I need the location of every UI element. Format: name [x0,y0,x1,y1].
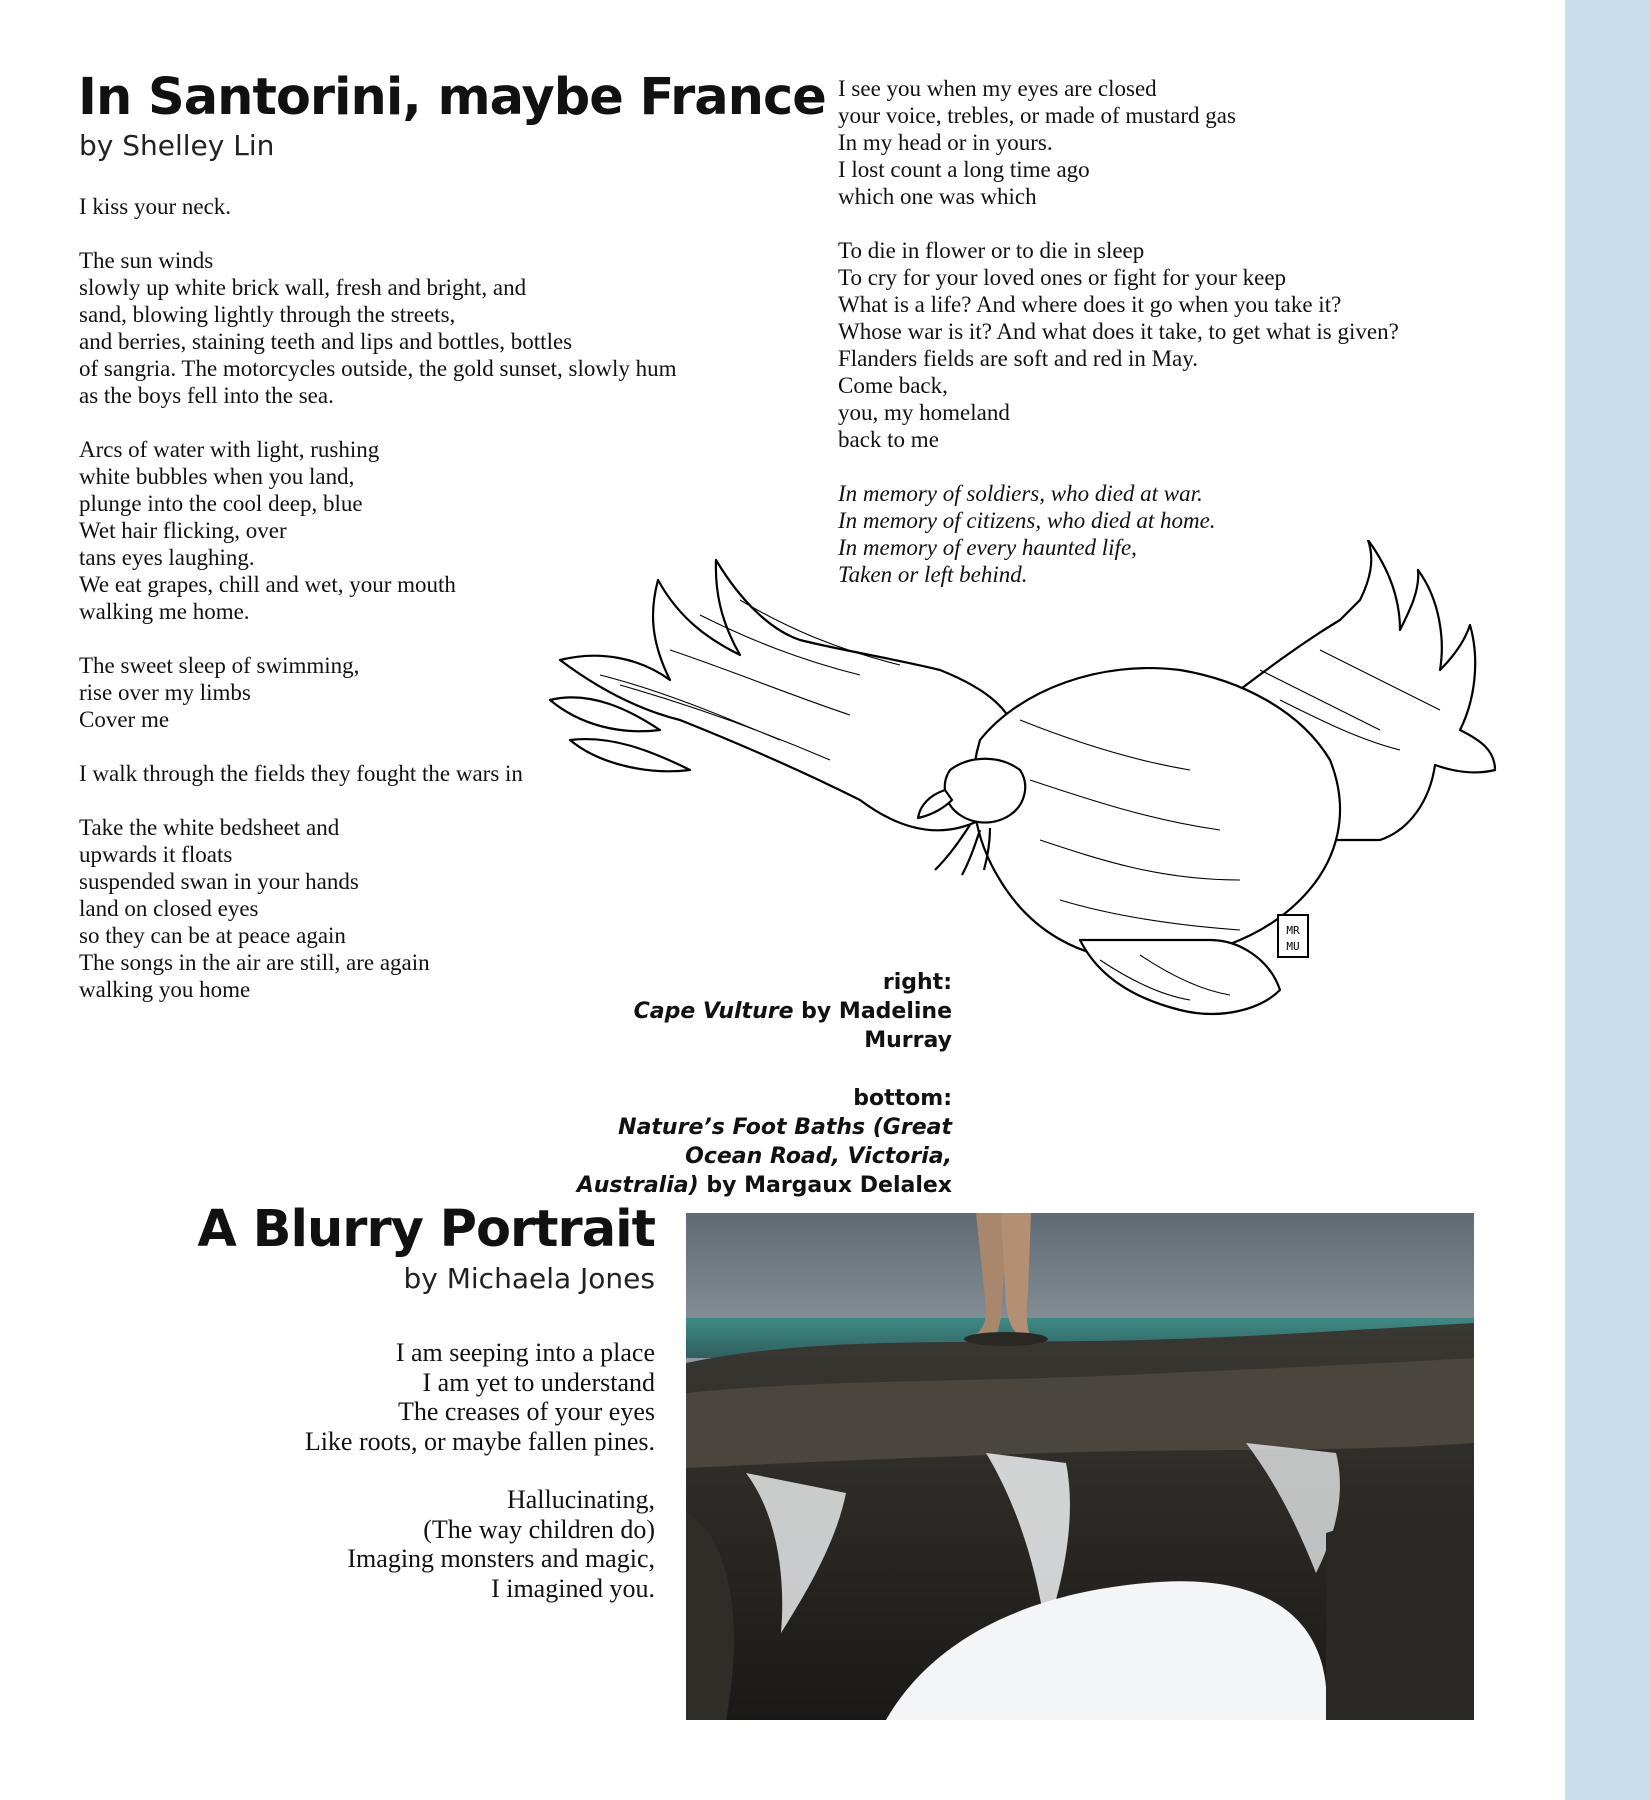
poem-line: sand, blowing lightly through the streets, [79,302,456,327]
poem-line: We eat grapes, chill and wet, your mouth [79,572,456,597]
poem-line: white bubbles when you land, [79,464,355,489]
poem-line: land on closed eyes [79,896,259,921]
poem-line: Cover me [79,707,170,732]
sidebar-strip [1565,0,1650,1800]
poem-line: Hallucinating, [506,1485,655,1514]
poem-line: as the boys fell into the sea. [79,383,334,408]
stanza [79,193,676,220]
poem-line: Take the white bedsheet and [79,815,340,840]
poem-line: The sun winds [79,248,214,273]
svg-text:MR: MR [1286,924,1300,937]
poem-line: Whose war is it? And what does it take, to get what is given? [838,319,1399,344]
credit-right [560,997,952,1055]
poem-line: walking you home [79,977,251,1002]
svg-text:MU: MU [1286,940,1300,953]
poem-line: (The way children do) [423,1514,655,1544]
poem-line: and berries, staining teeth and lips and bottles, bottles [79,329,573,354]
poem-line: Wet hair flicking, over [79,518,287,543]
credit-bottom [560,1113,952,1200]
credit-bottom-label: bottom: [853,1086,952,1111]
stanza [305,1338,655,1456]
poem-line: The songs in the air are still, are again [79,950,430,975]
foot-baths-photo [686,1213,1474,1720]
dedication-line: In memory of every haunted life, [838,535,1137,560]
poem-line: rise over my limbs [79,680,251,705]
poem-line: To cry for your loved ones or fight for your keep [838,265,1287,290]
poem-line: your voice, trebles, or made of mustard gas [838,103,1236,128]
poem-line: In my head or in yours. [838,130,1053,155]
poem-line: I walk through the fields they fought the wars in [79,761,523,786]
poem-body-right [838,75,1399,615]
poem-title: A Blurry Portrait [197,1200,655,1259]
poem-line: plunge into the cool deep, blue [79,491,363,516]
credit-right-by: by Madeline Murray [793,999,952,1053]
poem-line: I see you when my eyes are closed [838,76,1157,101]
poem-line: walking me home. [79,599,250,624]
poem-line: tans eyes laughing. [79,545,255,570]
poem-line: of sangria. The motorcycles outside, the gold sunset, slowly hum [79,356,677,381]
poem-line: Like roots, or maybe fallen pines. [304,1426,655,1456]
dedication-line: Taken or left behind. [838,562,1028,587]
poem-title: In Santorini, maybe France [78,68,826,127]
poem-line: Flanders fields are soft and red in May. [838,346,1199,371]
poem-body [305,1338,655,1632]
stanza [838,75,1399,210]
poem-line: back to me [838,427,939,452]
poem-line: I lost count a long time ago [838,157,1090,182]
poem-line: The creases of your eyes [398,1397,655,1426]
poem-line: The sweet sleep of swimming, [79,653,360,678]
artist-monogram [1278,915,1308,957]
poem-line: upwards it floats [79,842,233,867]
poem-line: so they can be at peace again [79,923,346,948]
poem-line: I am yet to understand [422,1367,655,1397]
poem-byline: by Michaela Jones [403,1262,655,1295]
poem-byline: by Shelley Lin [79,129,275,162]
poem-line: Imaging monsters and magic, [347,1544,655,1573]
dedication-line: In memory of soldiers, who died at war. [838,481,1203,506]
dedication-line: In memory of citizens, who died at home. [838,508,1216,533]
poem-line: Arcs of water with light, rushing [79,437,380,462]
poem-line: which one was which [838,184,1037,209]
poem-line: Come back, [838,373,948,398]
poem-line: I kiss your neck. [79,194,232,219]
poem-line: To die in flower or to die in sleep [838,238,1145,263]
image-credits [560,968,952,1200]
poem-line: suspended swan in your hands [79,869,359,894]
poem-line: I imagined you. [491,1573,655,1603]
stanza [838,237,1399,453]
stanza [79,247,676,409]
poem-line: you, my homeland [838,400,1010,425]
credit-right-label: right: [882,970,952,995]
poem-line: slowly up white brick wall, fresh and bright, and [79,275,527,300]
stanza [305,1485,655,1603]
poem-line: I am seeping into a place [395,1338,655,1367]
credit-bottom-by: by Margaux Delalex [698,1173,952,1198]
credit-right-work: Cape Vulture [633,999,794,1024]
credit-bottom-work: Nature’s Foot Baths (Great Ocean Road, Victoria, Australia) [576,1115,952,1198]
poem-line: What is a life? And where does it go when you take it? [838,292,1342,317]
